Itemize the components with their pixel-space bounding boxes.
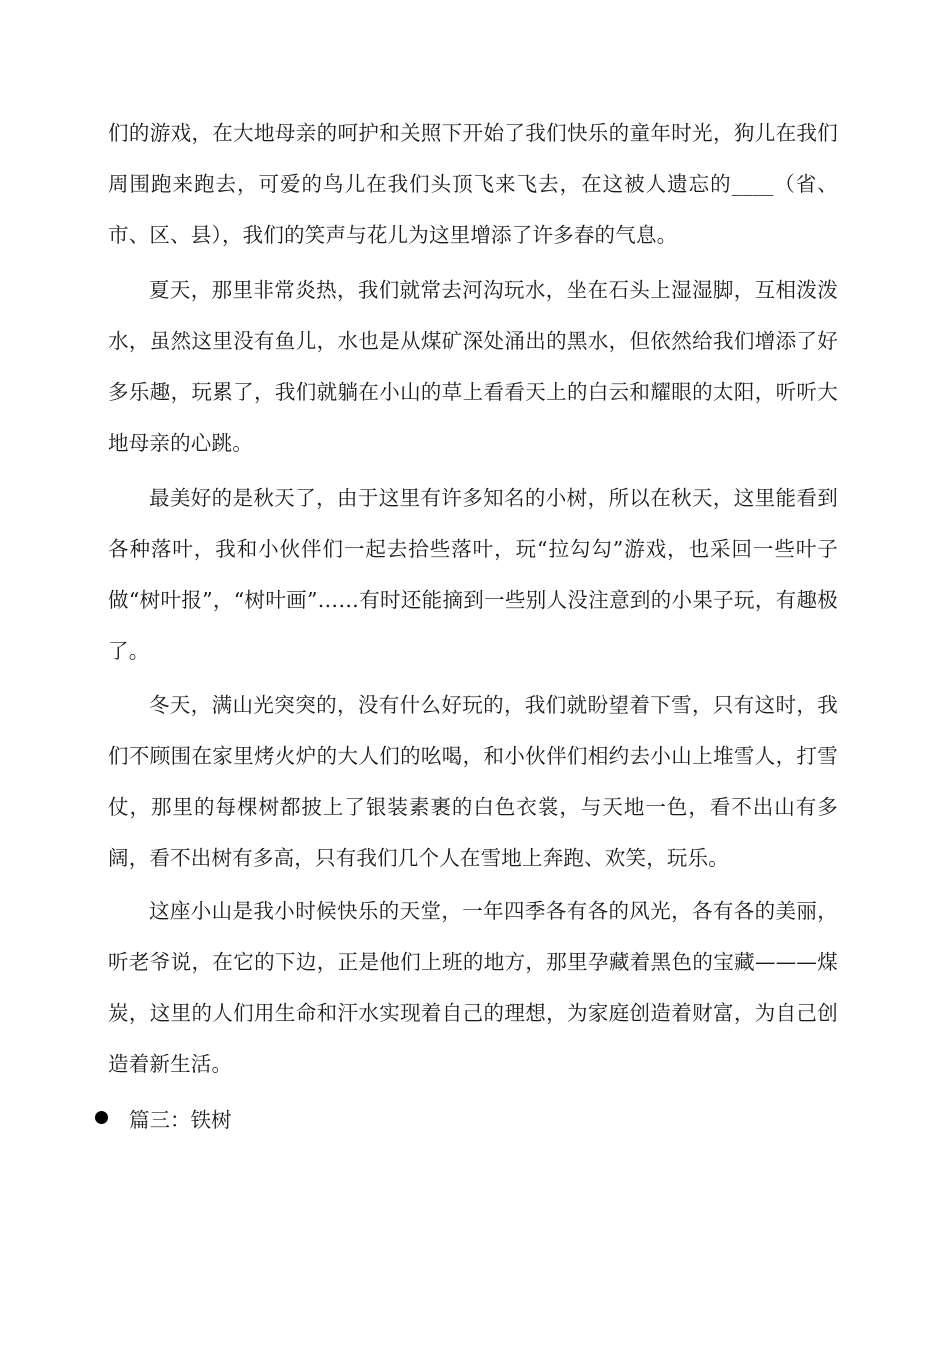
paragraph-spring-continued: 们的游戏，在大地母亲的呵护和关照下开始了我们快乐的童年时光，狗儿在我们周围跑来跑去，可爱的鸟儿在我们头顶飞来飞去，在这被人遗忘的____（省、市、区、县），我们的笑声与花儿为这里增添了许多春的气息。 (108, 121, 838, 247)
bullet-icon (95, 1111, 108, 1124)
paragraph-conclusion: 这座小山是我小时候快乐的天堂，一年四季各有各的风光，各有各的美丽，听老爷说，在它的下边，正是他们上班的地方，那里孕藏着黑色的宝藏———煤炭，这里的人们用生命和汗水实现着自己的理想，为家庭创造着财富，为自己创造着新生活。 (108, 899, 838, 1076)
paragraph-autumn: 最美好的是秋天了，由于这里有许多知名的小树，所以在秋天，这里能看到各种落叶，我和小伙伴们一起去拾些落叶，玩“拉勾勾”游戏，也采回一些叶子做“树叶报”，“树叶画”……有时还能摘到一些别人没注意到的小果子玩，有趣极了。 (108, 486, 838, 663)
section-heading (95, 1092, 232, 1143)
section-heading-text: 篇三：铁树 (129, 1107, 232, 1132)
paragraph-winter: 冬天，满山光突突的，没有什么好玩的，我们就盼望着下雪，只有这时，我们不顾围在家里烤火炉的大人们的吆喝，和小伙伴们相约去小山上堆雪人，打雪仗，那里的每棵树都披上了银装素裹的白色衣裳，与天地一色，看不出山有多阔，看不出树有多高，只有我们几个人在雪地上奔跑、欢笑，玩乐。 (108, 693, 838, 870)
paragraph-summer: 夏天，那里非常炎热，我们就常去河沟玩水，坐在石头上湿湿脚，互相泼泼水，虽然这里没有鱼儿，水也是从煤矿深处涌出的黑水，但依然给我们增添了好多乐趣，玩累了，我们就躺在小山的草上看看天上的白云和耀眼的太阳，听听大地母亲的心跳。 (108, 278, 838, 455)
